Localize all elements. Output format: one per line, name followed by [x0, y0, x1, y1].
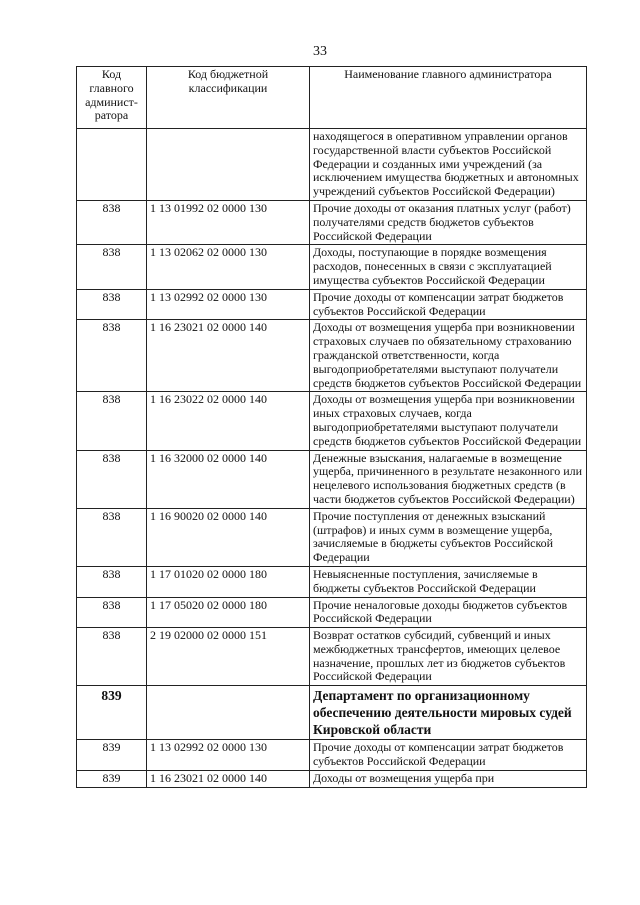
section-row	[77, 686, 587, 740]
table-row	[77, 508, 587, 566]
admin-code-cell: 838	[77, 566, 147, 597]
admin-code-cell: 838	[77, 450, 147, 508]
budget-classification-table	[76, 66, 587, 788]
budget-code-cell: 1 13 01992 02 0000 130	[147, 200, 310, 244]
admin-name-cell: Доходы от возмещения ущерба при	[310, 770, 587, 787]
table-row	[77, 320, 587, 392]
admin-name-cell: Денежные взыскания, налагаемые в возмещение ущерба, причиненного в результате незаконного или нецелевого использования бюджетных средств (в части бюджетов субъектов Российской Федерации)	[310, 450, 587, 508]
admin-code-cell: 839	[77, 686, 147, 740]
table-body	[77, 129, 587, 788]
table-row	[77, 200, 587, 244]
header-budget-code: Код бюджетной классификации	[147, 67, 310, 129]
table-row	[77, 566, 587, 597]
admin-code-cell: 838	[77, 508, 147, 566]
admin-name-cell: Прочие поступления от денежных взысканий (штрафов) и иных сумм в возмещение ущерба, зачисляемые в бюджеты субъектов Российской Федерации	[310, 508, 587, 566]
table-row	[77, 740, 587, 771]
admin-code-cell: 838	[77, 320, 147, 392]
admin-name-cell: Прочие доходы от компенсации затрат бюджетов субъектов Российской Федерации	[310, 740, 587, 771]
page-number: 33	[313, 44, 327, 59]
admin-code-cell: 839	[77, 770, 147, 787]
admin-code-cell: 838	[77, 392, 147, 450]
header-admin-name: Наименование главного администратора	[310, 67, 587, 129]
table-row	[77, 289, 587, 320]
admin-code-cell: 839	[77, 740, 147, 771]
budget-code-cell: 1 16 90020 02 0000 140	[147, 508, 310, 566]
admin-name-cell: Департамент по организационному обеспечению деятельности мировых судей Кировской области	[310, 686, 587, 740]
admin-name-cell: Доходы от возмещения ущерба при возникновении иных страховых случаев, когда выгодоприобретателями выступают получатели средств бюджетов субъектов Российской Федерации	[310, 392, 587, 450]
admin-code-cell: 838	[77, 245, 147, 289]
admin-code-cell: 838	[77, 200, 147, 244]
budget-code-cell: 1 17 01020 02 0000 180	[147, 566, 310, 597]
budget-code-cell: 1 16 32000 02 0000 140	[147, 450, 310, 508]
table-row	[77, 597, 587, 628]
table-row	[77, 628, 587, 686]
admin-name-cell: Невыясненные поступления, зачисляемые в бюджеты субъектов Российской Федерации	[310, 566, 587, 597]
admin-name-cell: Доходы, поступающие в порядке возмещения расходов, понесенных в связи с эксплуатацией имущества субъектов Российской Федерации	[310, 245, 587, 289]
admin-code-cell: 838	[77, 597, 147, 628]
table-row	[77, 129, 587, 201]
budget-code-cell: 1 13 02992 02 0000 130	[147, 740, 310, 771]
admin-code-cell	[77, 129, 147, 201]
budget-code-cell	[147, 686, 310, 740]
admin-name-cell: Прочие доходы от компенсации затрат бюджетов субъектов Российской Федерации	[310, 289, 587, 320]
table-header-row	[77, 67, 587, 129]
budget-code-cell: 2 19 02000 02 0000 151	[147, 628, 310, 686]
budget-code-cell	[147, 129, 310, 201]
header-admin-code: Код главного админист-ратора	[77, 67, 147, 129]
budget-code-cell: 1 17 05020 02 0000 180	[147, 597, 310, 628]
table-row	[77, 450, 587, 508]
table-row	[77, 392, 587, 450]
admin-name-cell: Прочие неналоговые доходы бюджетов субъектов Российской Федерации	[310, 597, 587, 628]
table-row	[77, 245, 587, 289]
budget-code-cell: 1 16 23021 02 0000 140	[147, 320, 310, 392]
table-row	[77, 770, 587, 787]
admin-code-cell: 838	[77, 289, 147, 320]
admin-name-cell: Доходы от возмещения ущерба при возникновении страховых случаев по обязательному страхованию гражданской ответственности, когда выгодоприобретателями выступают получатели средств бюджетов субъектов Российской Федерации	[310, 320, 587, 392]
admin-code-cell: 838	[77, 628, 147, 686]
budget-code-cell: 1 16 23021 02 0000 140	[147, 770, 310, 787]
budget-code-cell: 1 13 02992 02 0000 130	[147, 289, 310, 320]
budget-code-cell: 1 13 02062 02 0000 130	[147, 245, 310, 289]
admin-name-cell: Прочие доходы от оказания платных услуг (работ) получателями средств бюджетов субъектов Российской Федерации	[310, 200, 587, 244]
admin-name-cell: находящегося в оперативном управлении органов государственной власти субъектов Российской Федерации и созданных ими учреждений (за исключением имущества бюджетных и автономных учреждений субъектов Российской Федерации)	[310, 129, 587, 201]
budget-code-cell: 1 16 23022 02 0000 140	[147, 392, 310, 450]
admin-name-cell: Возврат остатков субсидий, субвенций и иных межбюджетных трансфертов, имеющих целевое назначение, прошлых лет из бюджетов субъектов Российской Федерации	[310, 628, 587, 686]
